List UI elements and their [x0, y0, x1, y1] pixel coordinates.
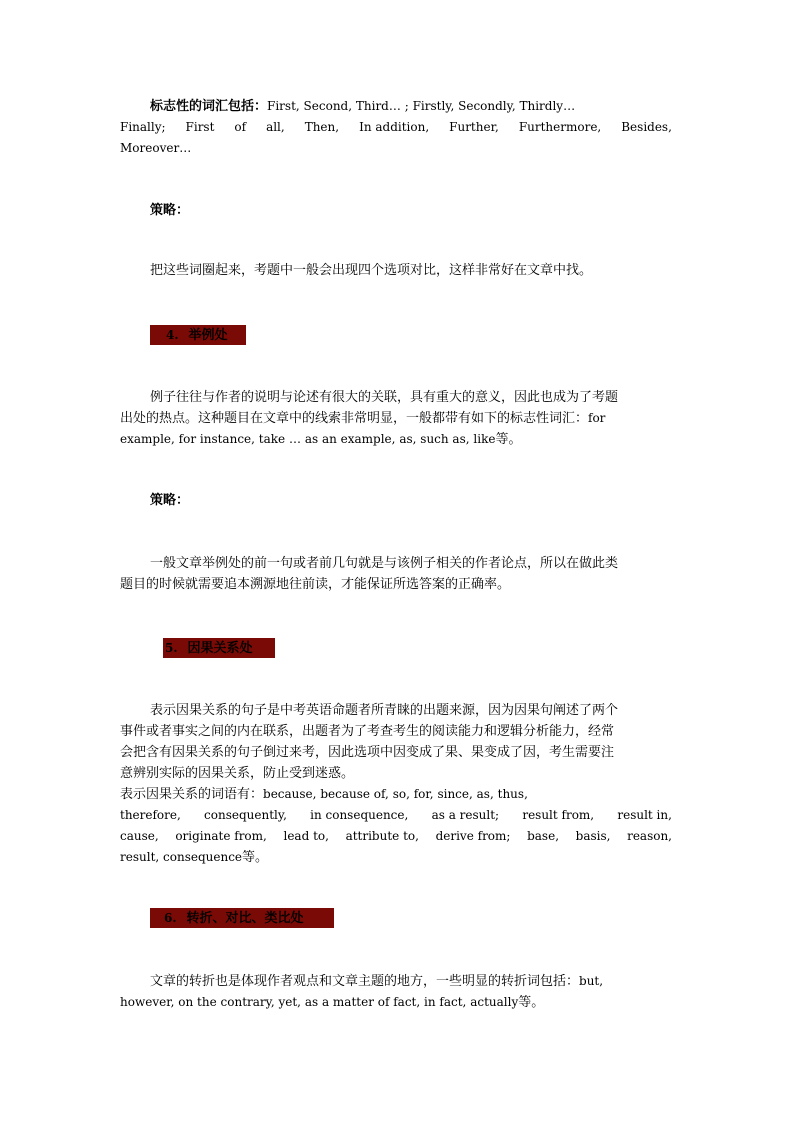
cause-word: consequently, — [204, 808, 287, 822]
example-word: for instance, — [178, 432, 255, 446]
section-4-strategy — [120, 490, 672, 511]
cause-word: in consequence, — [310, 808, 409, 822]
signal-word: First — [185, 120, 215, 134]
signal-word: all, — [266, 120, 285, 134]
contrast-word: on the contrary, — [178, 995, 275, 1009]
section-6-heading — [150, 908, 334, 928]
section-4-para-line-2-text: 出处的热点。这种题目在文章中的线索非常明显，一般都带有如下的标志性词汇： — [120, 411, 589, 426]
section-4-strategy-label: 策略： — [150, 493, 190, 508]
example-word: as an example, — [304, 432, 396, 446]
cause-word: as a result; — [431, 808, 500, 822]
cause-word: of, — [373, 787, 389, 801]
cause-words-line-4 — [120, 847, 672, 868]
section-5-para-line-3: 会把含有因果关系的句子倒过来考，因此选项中因变成了果、果变成了因，考生需要注 — [120, 745, 615, 760]
section-6-para-text: 文章的转折也是体现作者观点和文章主题的地方，一些明显的转折词包括： — [150, 974, 580, 989]
example-word: take — [258, 432, 286, 446]
signal-words-line-1 — [120, 96, 672, 117]
section-5-para-line-2: 事件或者事实之间的内在联系，出题者为了考查考生的阅读能力和逻辑分析能力，经常 — [120, 724, 615, 739]
contrast-words-list — [120, 995, 518, 1009]
signal-words-line-2 — [120, 117, 672, 138]
section-4-para-line-2 — [120, 408, 672, 429]
example-word: such as, — [420, 432, 470, 446]
example-word: example, — [120, 432, 175, 446]
contrast-word: as a matter of fact, — [304, 995, 421, 1009]
cause-words-end: 等。 — [242, 850, 269, 865]
signal-word: Then, — [304, 120, 340, 134]
cause-word: as, — [476, 787, 494, 801]
section-4-paragraph — [120, 387, 672, 450]
cause-word: cause, — [120, 829, 159, 843]
section-4-strategy-paragraph — [120, 553, 672, 595]
section-6-number: 6. — [164, 911, 177, 925]
section-4-heading — [150, 325, 246, 345]
section-5-number: 5. — [165, 641, 178, 655]
cause-word: thus, — [497, 787, 528, 801]
cause-words-list-1 — [263, 787, 528, 801]
cause-word: because — [320, 787, 370, 801]
cause-word: for, — [413, 787, 434, 801]
example-words-end: 等。 — [495, 432, 522, 447]
cause-word: reason, — [627, 829, 672, 843]
section-4-para-line-2-en: for — [588, 411, 606, 425]
cause-word: originate from, — [175, 829, 267, 843]
section-6-para-en: but, — [579, 974, 604, 988]
cause-words-line-1 — [120, 784, 672, 805]
section-6-para-line-2 — [120, 992, 672, 1013]
cause-word: result from, — [522, 808, 595, 822]
example-word: … — [288, 432, 301, 446]
cause-word: basis, — [575, 829, 611, 843]
section-4-title: 举例处 — [188, 328, 228, 343]
signal-word: First, — [267, 99, 300, 113]
signal-word: Thirdly… — [519, 99, 576, 113]
section-5-paragraph — [120, 700, 672, 868]
cause-word: result, — [120, 850, 160, 864]
strategy-text: 把这些词圈起来，考题中一般会出现四个选项对比，这样非常好在文章中找。 — [150, 263, 593, 278]
example-word: as, — [399, 432, 417, 446]
cause-word: therefore, — [120, 808, 181, 822]
cause-word: base, — [527, 829, 560, 843]
contrast-word: yet, — [278, 995, 301, 1009]
section-4-para-line-1: 例子往往与作者的说明与论述有很大的关联，具有重大的意义，因此也成为了考题 — [150, 390, 619, 405]
strategy-label: 策略： — [150, 203, 190, 218]
signal-word: In addition, — [359, 120, 430, 134]
cause-word: result in, — [617, 808, 672, 822]
cause-word: lead to, — [283, 829, 329, 843]
section-4-para-line-3 — [120, 429, 672, 450]
example-words-list — [120, 432, 495, 446]
section-4-number: 4. — [166, 328, 179, 342]
contrast-word: however, — [120, 995, 175, 1009]
cause-word: consequence — [163, 850, 243, 864]
signal-word: Further, — [449, 120, 499, 134]
signal-word: Second, — [303, 99, 353, 113]
section-6-paragraph — [120, 971, 672, 1013]
section-6-title: 转折、对比、类比处 — [186, 911, 304, 926]
signal-words-line-3: Moreover… — [120, 141, 192, 155]
contrast-word: in fact, — [424, 995, 467, 1009]
signal-word: Firstly, — [412, 99, 455, 113]
cause-word: because, — [263, 787, 317, 801]
section-5-para-line-4: 意辨别实际的因果关系，防止受到迷惑。 — [120, 766, 355, 781]
signal-word: Secondly, — [458, 99, 516, 113]
contrast-word: actually — [470, 995, 519, 1009]
signal-word: Finally; — [120, 120, 166, 134]
signal-word: Besides, — [621, 120, 672, 134]
contrast-words-end: 等。 — [518, 995, 545, 1010]
section-4-strategy-line-2: 题目的时候就需要追本溯源地往前读，才能保证所选答案的正确率。 — [120, 577, 511, 592]
cause-words-line-3 — [120, 826, 672, 847]
strategy-text-1 — [120, 260, 672, 281]
cause-word: since, — [437, 787, 473, 801]
cause-word: so, — [392, 787, 410, 801]
signal-words-list-1 — [267, 99, 575, 113]
section-5-title: 因果关系处 — [187, 641, 253, 656]
example-word: like — [473, 432, 496, 446]
cause-words-list-4 — [120, 850, 242, 864]
cause-word: derive from; — [435, 829, 511, 843]
cause-words-label: 表示因果关系的词语有： — [120, 787, 264, 802]
cause-word: attribute to, — [345, 829, 419, 843]
signal-words-label: 标志性的词汇包括： — [150, 99, 268, 114]
signal-word: Third… — [355, 99, 401, 113]
cause-words-line-2 — [120, 805, 672, 826]
section-6-para-line-1 — [120, 971, 672, 992]
signal-word: Furthermore, — [518, 120, 602, 134]
signal-words-paragraph — [120, 96, 672, 159]
strategy-block-1 — [120, 200, 672, 221]
signal-word: of — [234, 120, 247, 134]
signal-word: ; — [404, 99, 409, 113]
section-5-heading — [163, 638, 275, 658]
section-5-para-line-1: 表示因果关系的句子是中考英语命题者所青睐的出题来源，因为因果句阐述了两个 — [150, 703, 619, 718]
section-4-strategy-line-1: 一般文章举例处的前一句或者前几句就是与该例子相关的作者论点，所以在做此类 — [150, 556, 619, 571]
